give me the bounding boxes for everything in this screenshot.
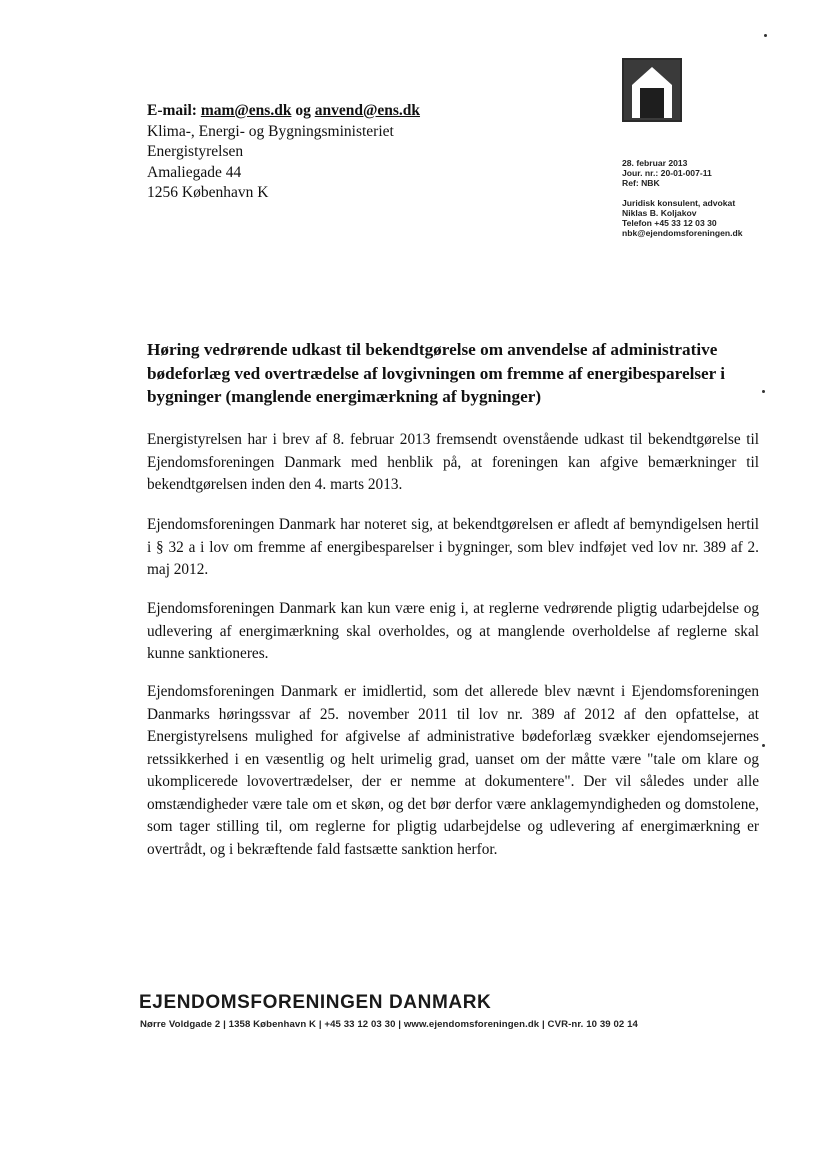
- email-conjunction: og: [295, 102, 311, 119]
- footer-contact-info: Nørre Voldgade 2 | 1358 København K | +45 33 12 03 30 | www.ejendomsforeningen.dk | CVR-nr. 10 39 02 14: [140, 1019, 638, 1030]
- recipient-city: 1256 København K: [147, 184, 269, 201]
- paragraph-4: Ejendomsforeningen Danmark er imidlertid, som det allerede blev nævnt i Ejendomsforeningen Danmarks høringssvar af 25. november 2011 til lov nr. 389 af 2012 af den opfattelse, at Energistyrelsens mulighed for afgivelse af administrative bødeforlæg svækker ejendomsejernes retssikkerhed i en væsentlig og helt urimelig grad, uanset om der måtte være "tale om klare og ukomplicerede lovovertrædelser, der er nemme at dokumentere". Der vil således under alle omstændigheder være tale om et skøn, og det bør derfor være anklagemyndigheden og domstolene, som tager stilling til, om reglerne for pligtig udarbejdelse og udlevering af energimærkning er overtrådt, og i bekræftende fald fastsætte sanktion herfor.: [147, 683, 759, 858]
- reference: Ref: NBK: [622, 178, 660, 189]
- email-link-mam[interactable]: mam@ens.dk: [200, 102, 292, 119]
- recipient-agency: Energistyrelsen: [147, 143, 244, 160]
- scan-speck: [762, 744, 765, 747]
- author-title: Juridisk konsulent, advokat: [622, 197, 736, 208]
- recipient-address: [147, 101, 420, 204]
- scan-speck: [764, 34, 767, 37]
- recipient-ministry: Klima-, Energi- og Bygningsministeriet: [147, 122, 394, 140]
- paragraph-1: Energistyrelsen har i brev af 8. februar 2013 fremsendt ovenstående udkast til bekendtgørelse til Ejendomsforeningen Danmark med henblik på, at foreningen kan afgive bemærkninger til bekendtgørelsen inden den 4. marts 2013.: [147, 431, 759, 493]
- recipient-street: Amaliegade 44: [147, 163, 242, 181]
- scan-speck: [762, 390, 765, 393]
- house-logo-icon: [622, 58, 682, 122]
- paragraph-3: Ejendomsforeningen Danmark kan kun være enig i, at reglerne vedrørende pligtig udarbejdelse og udlevering af energimærkning skal overholdes, og at manglende overholdelse af reglerne skal kunne sanktioneres.: [147, 600, 759, 662]
- letter-meta: [622, 158, 743, 238]
- author-phone: Telefon +45 33 12 03 30: [622, 218, 717, 229]
- email-link-anvend[interactable]: anvend@ens.dk: [314, 102, 421, 119]
- footer-org-name: EJENDOMSFORENINGEN DANMARK: [139, 992, 492, 1013]
- journal-number: Jour. nr.: 20-01-007-11: [622, 168, 712, 179]
- letter-date: 28. februar 2013: [622, 158, 688, 168]
- email-line: [147, 101, 420, 122]
- paragraph-2: Ejendomsforeningen Danmark har noteret sig, at bekendtgørelsen er afledt af bemyndigelsen hertil i § 32 a i lov om fremme af energibesparelser i bygninger, som blev indføjet ved lov nr. 389 af 2. maj 2012.: [147, 516, 759, 578]
- letter-heading: Høring vedrørende udkast til bekendtgørelse om anvendelse af administrative bødeforlæg ved overtrædelse af lovgivningen om fremme af energibesparelser i bygninger (manglende energimærkning af bygninger): [147, 340, 726, 406]
- author-email: nbk@ejendomsforeningen.dk: [622, 228, 743, 239]
- email-label: E-mail:: [147, 102, 197, 119]
- author-name: Niklas B. Koljakov: [622, 207, 697, 218]
